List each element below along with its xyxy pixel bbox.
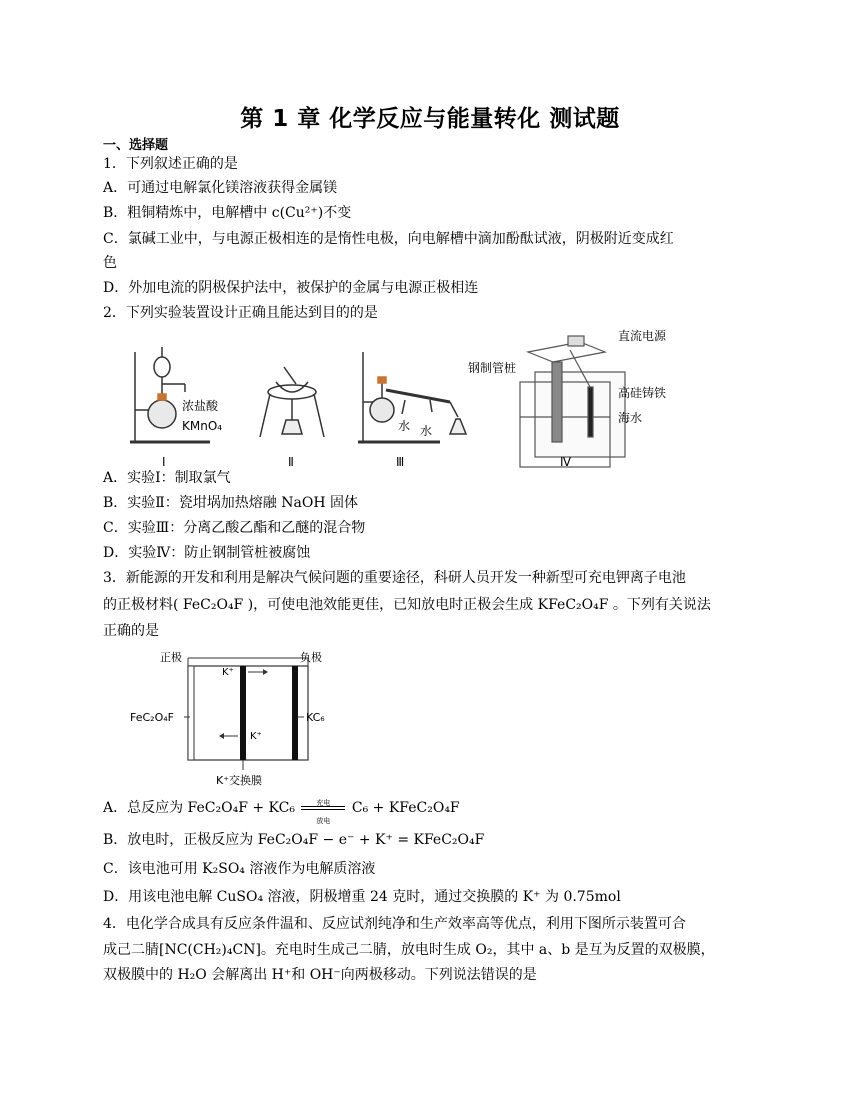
label-negative-electrode: 负极 (300, 651, 322, 664)
apparatus-3 (358, 352, 466, 442)
label-kc6: KC₆ (306, 711, 325, 724)
discharge-label: 放电 (316, 817, 331, 825)
reversible-arrow (299, 799, 347, 825)
q4-stem-line3: 双极膜中的 H₂O 会解离出 H⁺和 OH⁻向两极移动。下列说法错误的是 (103, 967, 537, 983)
label-exchange-membrane: K⁺交换膜 (216, 774, 263, 787)
label-seawater: 海水 (618, 411, 643, 425)
q3-stem-line2: 的正极材料( FeC₂O₄F )，可使电池效能更佳，已知放电时正极会生成 KFeC₂O₄F 。下列有关说法 (103, 597, 711, 613)
q3-option-b: B．放电时，正极反应为 FeC₂O₄F − e⁻ + K⁺ = KFeC₂O₄F (103, 832, 485, 848)
label-positive-electrode: 正极 (160, 651, 182, 664)
q3-stem-line1: 3．新能源的开发和利用是解决气候问题的重要途径，科研人员开发一种新型可充电钾离子电池 (103, 570, 686, 586)
q1-option-a: A．可通过电解氯化镁溶液获得金属镁 (103, 180, 338, 196)
q2-stem: 2．下列实验装置设计正确且能达到目的的是 (103, 305, 378, 321)
q3-battery-figure (128, 648, 358, 790)
label-kplus-mid: K⁺ (250, 731, 262, 742)
q2-option-b: B．实验Ⅱ：瓷坩埚加热熔融 NaOH 固体 (103, 495, 358, 511)
q1-option-c-cont: 色 (103, 255, 117, 271)
label-conc-hcl: 浓盐酸 (182, 399, 219, 413)
label-roman-1: Ⅰ (162, 455, 166, 469)
label-steel-pile: 钢制管桩 (468, 361, 517, 375)
label-roman-3: Ⅲ (396, 455, 405, 469)
q1-option-b: B．粗铜精炼中，电解槽中 c(Cu²⁺)不变 (103, 205, 352, 221)
section-heading: 一、选择题 (103, 138, 169, 153)
q3-option-a-reactants: A．总反应为 FeC₂O₄F + KC₆ (103, 800, 295, 816)
q3-option-c: C．该电池可用 K₂SO₄ 溶液作为电解质溶液 (103, 861, 376, 877)
label-fec2o4f: FeC₂O₄F (130, 711, 174, 724)
charge-label: 充电 (316, 799, 331, 807)
q4-stem-line2: 成己二腈[NC(CH₂)₄CN]。充电时生成己二腈，放电时生成 O₂，其中 a、b 是互为反置的双极膜， (103, 942, 715, 958)
q2-option-c: C．实验Ⅲ：分离乙酸乙酯和乙醚的混合物 (103, 520, 366, 536)
label-roman-4: Ⅳ (560, 455, 572, 469)
apparatus-2 (260, 367, 324, 437)
q1-option-d: D．外加电流的阴极保护法中，被保护的金属与电源正极相连 (103, 280, 479, 296)
q1-stem: 1．下列叙述正确的是 (103, 156, 238, 172)
apparatus-4 (520, 336, 625, 467)
label-roman-2: Ⅱ (288, 455, 294, 469)
q3-stem-line3: 正确的是 (103, 623, 159, 639)
label-water-2: 水 (420, 424, 433, 438)
label-water-1: 水 (398, 419, 411, 433)
q3-option-d: D．用该电池电解 CuSO₄ 溶液，阴极增重 24 克时，通过交换膜的 K⁺ 为 0.75mol (103, 889, 621, 905)
q2-option-d: D．实验Ⅳ：防止钢制管桩被腐蚀 (103, 545, 311, 561)
q2-apparatus-figure (120, 322, 680, 470)
q4-stem-line1: 4．电化学合成具有反应条件温和、反应试剂纯净和生产效率高等优点，利用下图所示装置可合 (103, 916, 686, 932)
label-kmno4: KMnO₄ (182, 419, 223, 433)
q3-option-a (103, 798, 460, 825)
label-high-si-iron: 高硅铸铁 (618, 386, 667, 400)
label-dc-power: 直流电源 (618, 329, 667, 343)
label-kplus-top: K⁺ (222, 667, 234, 678)
page-title: 第 1 章 化学反应与能量转化 测试题 (240, 106, 620, 132)
q2-option-a: A．实验Ⅰ：制取氯气 (103, 470, 231, 486)
q1-option-c: C．氯碱工业中，与电源正极相连的是惰性电极，向电解槽中滴加酚酞试液，阴极附近变成红 (103, 231, 674, 247)
q3-option-a-products: C₆ + KFeC₂O₄F (351, 800, 460, 816)
